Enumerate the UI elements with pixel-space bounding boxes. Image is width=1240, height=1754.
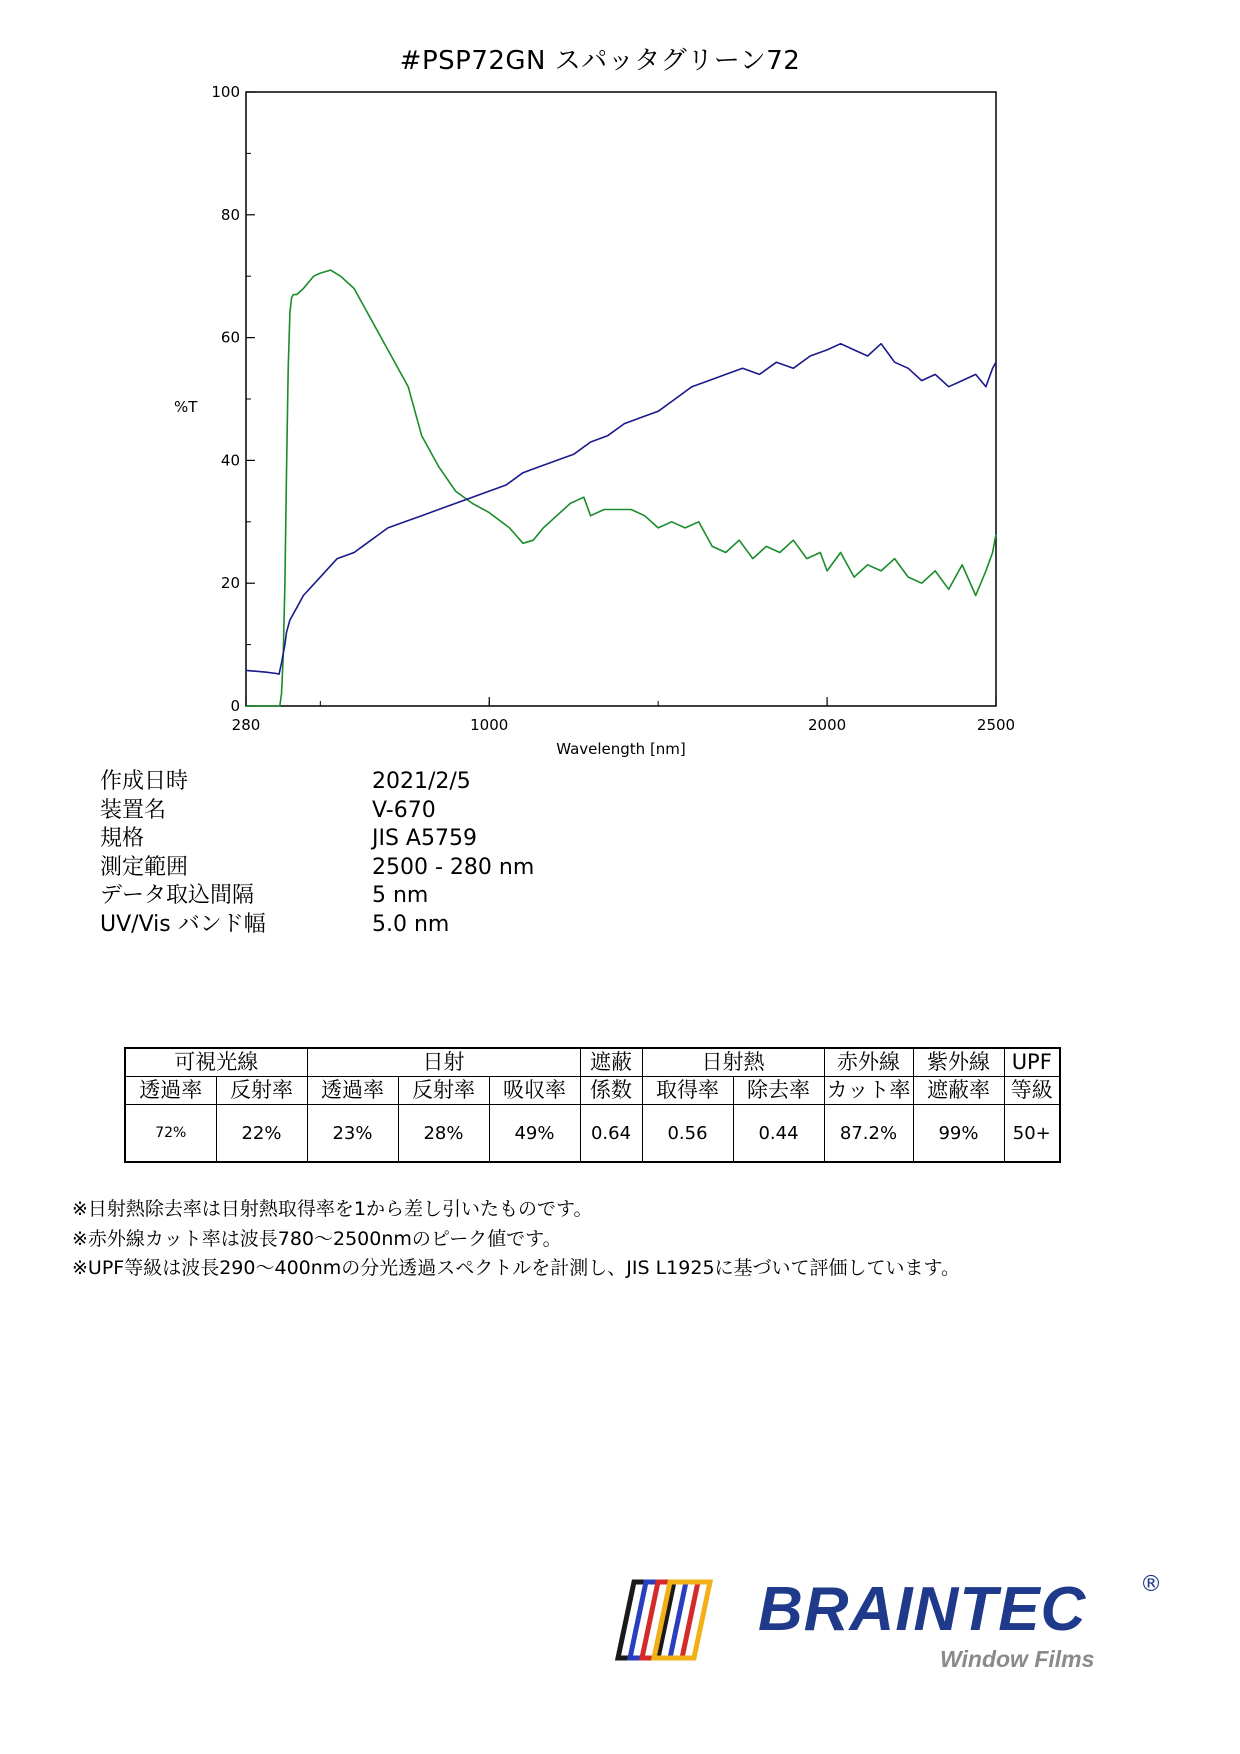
header-shading: 遮蔽 <box>580 1048 642 1077</box>
subheader-cell: 透過率 <box>307 1077 398 1105</box>
info-key: 装置名 <box>100 797 167 823</box>
info-value: JIS A5759 <box>372 826 477 851</box>
subheader-cell: 取得率 <box>642 1077 733 1105</box>
header-solar-heat: 日射熱 <box>642 1048 824 1077</box>
logo-mark-icon <box>610 1570 760 1670</box>
x-tick-label: 2000 <box>807 716 847 734</box>
table-header-row <box>125 1048 1060 1077</box>
chart-axes <box>246 92 996 706</box>
info-key: データ取込間隔 <box>100 883 255 908</box>
value-solar-absorptance: 49% <box>489 1105 580 1163</box>
value-uv-block: 99% <box>913 1105 1004 1163</box>
value-visible-transmittance: 72% <box>125 1105 216 1163</box>
info-row-bandwidth <box>100 911 672 940</box>
logo-subtitle: Window Films <box>940 1646 1095 1672</box>
info-key: UV/Vis バンド幅 <box>100 911 266 937</box>
value-heat-rejection: 0.44 <box>733 1105 824 1163</box>
subheader-cell: 反射率 <box>398 1077 489 1105</box>
info-key: 作成日時 <box>100 769 189 794</box>
braintec-logo <box>610 1570 1170 1680</box>
subheader-cell: 除去率 <box>733 1077 824 1105</box>
chart-labels <box>174 83 1015 758</box>
value-solar-reflectance: 28% <box>398 1105 489 1163</box>
subheader-cell: 遮蔽率 <box>913 1077 1004 1105</box>
y-tick-label: 20 <box>220 574 240 593</box>
subheader-cell: カット率 <box>824 1077 913 1105</box>
performance-table <box>124 1047 1061 1163</box>
subheader-cell: 等級 <box>1004 1077 1060 1105</box>
y-tick-label: 80 <box>220 205 240 224</box>
value-ir-cut: 87.2% <box>824 1105 913 1163</box>
info-row-standard <box>100 825 672 854</box>
header-upf: UPF <box>1004 1048 1060 1077</box>
table-row <box>125 1105 1060 1163</box>
x-tick-label: 280 <box>231 716 261 734</box>
x-axis-label: Wavelength [nm] <box>556 740 686 758</box>
header-visible-light: 可視光線 <box>125 1048 307 1077</box>
header-infrared: 赤外線 <box>824 1048 913 1077</box>
page-title: #PSP72GN スパッタグリーン72 <box>399 46 801 76</box>
subheader-cell: 透過率 <box>125 1077 216 1105</box>
subheader-cell: 吸収率 <box>489 1077 580 1105</box>
chart-series <box>246 270 996 706</box>
x-tick-label: 2500 <box>976 716 1016 734</box>
header-solar: 日射 <box>307 1048 580 1077</box>
plot-frame <box>246 92 996 706</box>
info-value: 2500 - 280 nm <box>372 854 535 880</box>
info-value: V-670 <box>372 797 436 823</box>
registered-mark: ® <box>1140 1572 1162 1597</box>
y-tick-label: 100 <box>211 83 240 101</box>
value-visible-reflectance: 22% <box>216 1105 307 1163</box>
y-tick-label: 0 <box>230 697 240 715</box>
y-tick-label: 40 <box>220 451 240 470</box>
info-row-date <box>100 768 672 797</box>
value-heat-gain: 0.56 <box>642 1105 733 1163</box>
value-solar-transmittance: 23% <box>307 1105 398 1163</box>
y-axis-label: %T <box>174 398 198 416</box>
footnotes <box>72 1195 960 1284</box>
x-tick-label: 1000 <box>470 716 509 734</box>
table-subheader-row <box>125 1077 1060 1105</box>
header-ultraviolet: 紫外線 <box>913 1048 1004 1077</box>
subheader-cell: 係数 <box>580 1077 642 1105</box>
info-row-device <box>100 797 672 826</box>
info-value: 2021/2/5 <box>372 769 471 794</box>
footnote: ※赤外線カット率は波長780～2500nmのピーク値です。 <box>72 1227 562 1250</box>
info-key: 測定範囲 <box>100 854 189 880</box>
footnote: ※UPF等級は波長290～400nmの分光透過スペクトルを計測し、JIS L1925に基づいて評価しています。 <box>72 1257 961 1279</box>
y-tick-label: 60 <box>220 328 240 347</box>
footnote: ※日射熱除去率は日射熱取得率を1から差し引いたものです。 <box>72 1198 593 1220</box>
logo-brand: BRAINTEC <box>758 1575 1087 1644</box>
subheader-cell: 反射率 <box>216 1077 307 1105</box>
info-value: 5.0 nm <box>372 911 450 937</box>
info-value: 5 nm <box>372 883 429 908</box>
value-upf: 50+ <box>1004 1105 1060 1163</box>
series-line-green <box>246 270 996 706</box>
info-row-interval <box>100 882 672 911</box>
measurement-info <box>100 768 672 939</box>
value-shading-coefficient: 0.64 <box>580 1105 642 1163</box>
info-key: 規格 <box>100 826 145 851</box>
transmission-chart <box>0 0 1240 780</box>
info-row-range <box>100 854 672 883</box>
